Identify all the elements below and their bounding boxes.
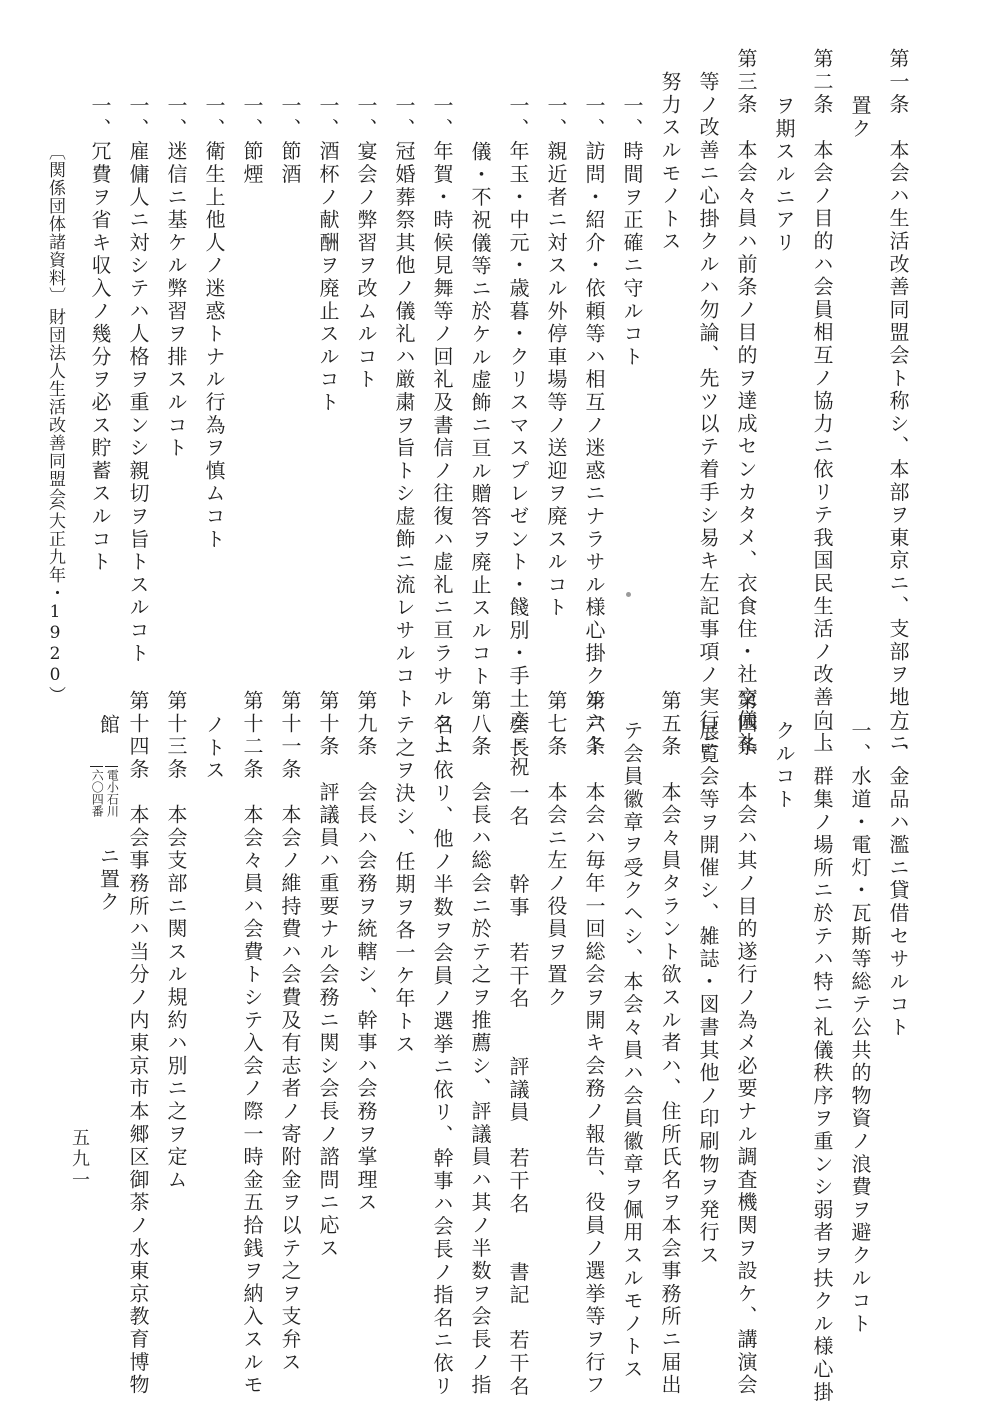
text-column: 置ク [848, 95, 872, 141]
inline-note [90, 766, 118, 817]
list-item-continuation: クルコト [772, 720, 796, 812]
text-column: 等ノ改善ニ心掛クルハ勿論、先ツ以テ着手シ易キ左記事項ノ実行ニ [696, 71, 720, 755]
text-column: 第三条 本会々員ハ前条ノ目的ヲ達成センカタメ、衣食住・社交儀礼 [734, 48, 758, 755]
source-label: 〔関係団体諸資料〕 [45, 143, 65, 305]
list-item: 一、水道・電灯・瓦斯等総テ公共的物資ノ浪費ヲ避クルコト [848, 720, 872, 1336]
text-column: テ之ヲ決シ、任期ヲ各一ケ年トス [392, 714, 416, 1056]
text-column: 第十四条 本会事務所ハ当分ノ内東京市本郷区御茶ノ水東京教育博物 [126, 690, 150, 1397]
list-item: 一、年玉・中元・歳暮・クリスマスプレゼント・餞別・手土産・祝 [506, 95, 530, 779]
text-column: 第八条 会長ハ総会ニ於テ之ヲ推薦シ、評議員ハ其ノ半数ヲ会長ノ指 [468, 690, 492, 1397]
list-item: 一、冗費ヲ省キ収入ノ幾分ヲ必ス貯蓄スルコト [88, 95, 112, 574]
list-item: 一、衛生上他人ノ迷惑トナル行為ヲ慎ムコト [202, 95, 226, 551]
text-column: 第十条 評議員ハ重要ナル会務ニ関シ会長ノ諮問ニ応ス [316, 690, 340, 1260]
text-column: 第一条 本会ハ生活改善同盟会ト称シ、本部ヲ東京ニ、支部ヲ地方ニ [886, 48, 910, 755]
text-column-with-note [90, 714, 121, 914]
text-column: 第七条 本会ニ左ノ役員ヲ置ク [544, 690, 568, 1010]
text-column: テ会員徽章ヲ受クヘシ、本会々員ハ会員徽章ヲ佩用スルモノトス [620, 720, 644, 1382]
list-item: 一、金品ハ濫ニ貸借セサルコト [886, 720, 910, 1040]
text-column: 第二条 本会ノ目的ハ会員相互ノ協力ニ依リテ我国民生活ノ改善向上 [810, 48, 834, 755]
list-item: 一、時間ヲ正確ニ守ルコト [620, 95, 644, 369]
text-column: 努力スルモノトス [658, 71, 682, 254]
text-column: 第六条 本会ハ毎年一回総会ヲ開キ会務ノ報告、役員ノ選挙等ヲ行フ [582, 690, 606, 1397]
text-segment: 館 [96, 714, 121, 737]
list-item: 一、訪問・紹介・依頼等ハ相互ノ迷惑ニナラサル様心掛クルコト [582, 95, 606, 757]
officer-list: 会長 一名 幹事 若干名 評議員 若干名 書記 若干名 [506, 714, 530, 1398]
text-column: 第十二条 本会々員ハ会費トシテ入会ノ際一時金五拾銭ヲ納入スルモ [240, 690, 264, 1397]
list-item: 一、冠婚葬祭其他ノ儀礼ハ厳粛ヲ旨トシ虚飾ニ流レサルコト [392, 95, 416, 711]
text-column: 第四条 本会ハ其ノ目的遂行ノ為メ必要ナル調査機関ヲ設ケ、講演会 [734, 690, 758, 1397]
text-column: ノトス [202, 714, 226, 783]
list-item-continuation: 儀・不祝儀等ニ於ケル虚飾ニ亘ル贈答ヲ廃止スルコト [468, 141, 492, 689]
text-segment: ニ置ク [96, 845, 121, 914]
page-number: 五九一 [69, 1128, 90, 1191]
organization-name: 財団法人生活改善同盟会 [45, 308, 65, 506]
text-column: ヲ期スルニアリ [772, 95, 796, 255]
text-column: 展覧会等ヲ開催シ、雑誌・図書其他ノ印刷物ヲ発行ス [696, 720, 720, 1268]
list-item: 一、年賀・時候見舞等ノ回礼及書信ノ往復ハ虚礼ニ亘ラサルコト [430, 95, 454, 757]
list-item: 一、迷信ニ基ケル弊習ヲ排スルコト [164, 95, 188, 460]
text-column: 名ニ依リ、他ノ半数ヲ会員ノ選挙ニ依リ、幹事ハ会長ノ指名ニ依リ [430, 714, 454, 1398]
list-item: 一、酒杯ノ献酬ヲ廃止スルコト [316, 95, 340, 415]
text-column: 第五条 本会々員タラント欲スル者ハ、住所氏名ヲ本会事務所ニ届出 [658, 690, 682, 1397]
text-column: 第十三条 本会支部ニ関スル規約ハ別ニ之ヲ定ム [164, 690, 188, 1192]
scan-speck [626, 592, 631, 597]
inline-note-right: 電小石川 [105, 766, 118, 817]
list-item: 一、雇傭人ニ対シテハ人格ヲ重ンシ親切ヲ旨トスルコト [126, 95, 150, 665]
list-item: 一、宴会ノ弊習ヲ改ムルコト [354, 95, 378, 392]
list-item: 一、節煙 [240, 95, 264, 187]
list-item: 一、群集ノ場所ニ於テハ特ニ礼儀秩序ヲ重ンシ弱者ヲ扶クル様心掛 [810, 720, 834, 1404]
inline-note-left: 六〇四番 [90, 766, 103, 817]
text-column: 第九条 会長ハ会務ヲ統轄シ、幹事ハ会務ヲ掌理ス [354, 690, 378, 1215]
list-item: 一、節酒 [278, 95, 302, 187]
list-item: 一、親近者ニ対スル外停車場等ノ送迎ヲ廃スルコト [544, 95, 568, 620]
date-label: （大正九年・1920） [45, 494, 65, 704]
text-column: 第十一条 本会ノ維持費ハ会費及有志者ノ寄附金ヲ以テ之ヲ支弁ス [278, 690, 302, 1374]
